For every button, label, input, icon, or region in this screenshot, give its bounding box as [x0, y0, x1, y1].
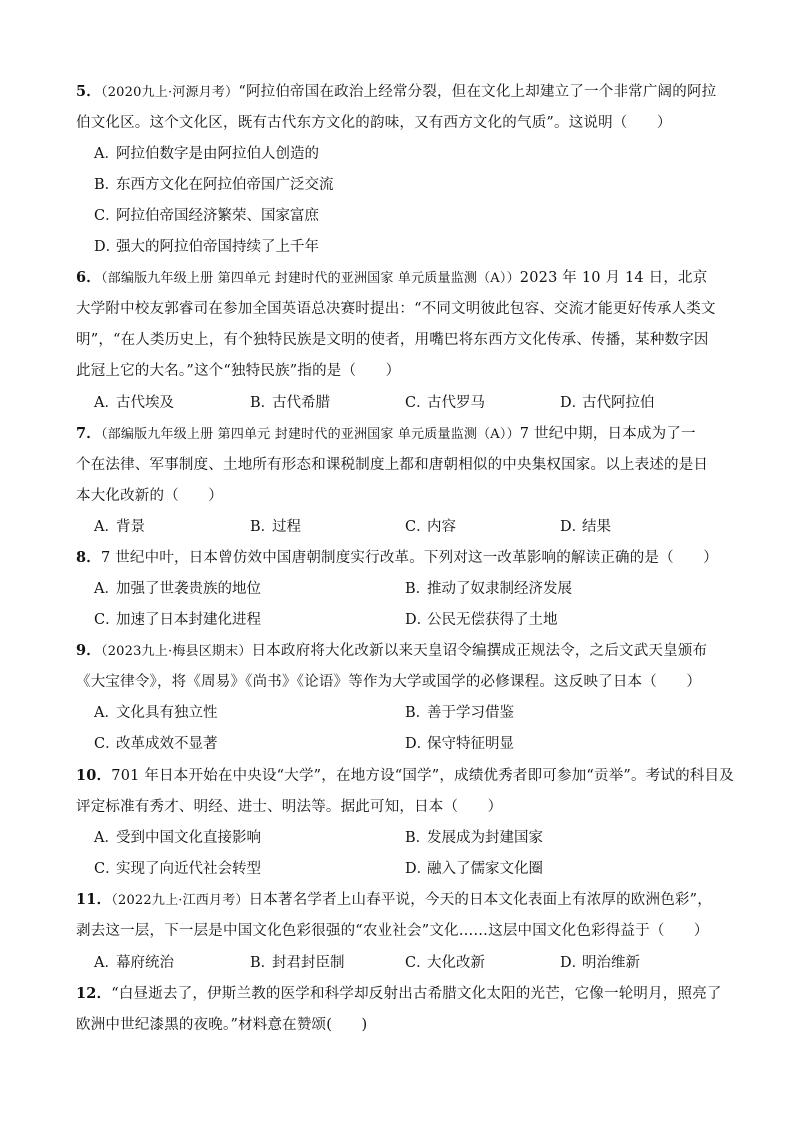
q9-option-d[interactable]: D．保守特征明显: [405, 736, 514, 752]
q9-option-a[interactable]: A．文化具有独立性: [94, 705, 218, 721]
q5-stem-2: 伯文化区。这个文化区，既有古代东方文化的韵味，又有西方文化的气质”。这说明（ ）: [76, 115, 672, 131]
q11-line-1: [76, 890, 726, 911]
q7-stem-3: 本大化改新的（ ）: [76, 488, 223, 504]
q6-option-b[interactable]: B．古代希腊: [250, 395, 330, 411]
q6-option-a[interactable]: A．古代埃及: [94, 395, 174, 411]
q9-option-c[interactable]: C．改革成效不显著: [94, 736, 218, 752]
q6-number: 6．: [76, 269, 101, 286]
q6-stem-1: 2023 年 10 月 14 日，北京: [519, 270, 708, 286]
q9-stem-2: 《大宝律令》，将《周易》《尚书》《论语》等作为大学或国学的必修课程。这反映了日本（ ）: [76, 674, 702, 690]
q10-stem-1: 701 年日本开始在中央设“大学”，在地方设“国学”，成绩优秀者即可参加“贡举”。考试的科目及: [111, 768, 734, 784]
q8-option-b[interactable]: B．推动了奴隶制经济发展: [405, 581, 572, 597]
q10-option-b[interactable]: B．发展成为封建国家: [405, 830, 543, 846]
q5-stem-1: “阿拉伯帝国在政治上经常分裂，但在文化上却建立了一个非常广阔的阿拉: [238, 84, 717, 100]
q7-line-1: [76, 424, 726, 445]
q8-option-a[interactable]: A．加强了世袭贵族的地位: [94, 581, 261, 597]
q6-option-c[interactable]: C．古代罗马: [405, 395, 485, 411]
q6-line-1: [76, 268, 726, 289]
q8-number: 8．: [76, 549, 101, 566]
q11-option-c[interactable]: C．大化改新: [405, 955, 485, 971]
q10-stem-2: 评定标准有秀才、明经、进士、明法等。据此可知，日本（ ）: [76, 799, 503, 815]
q7-stem-1: 7 世纪中期，日本成为了一: [519, 426, 696, 442]
q11-option-a[interactable]: A．幕府统治: [94, 955, 174, 971]
q5-number: 5．: [76, 83, 101, 100]
q11-stem-2: 剥去这一层，下一层是中国文化色彩很强的“农业社会”文化……这层中国文化色彩得益于（ ）: [76, 923, 709, 939]
q11-option-d[interactable]: D．明治维新: [560, 955, 640, 971]
q5-option-a[interactable]: A．阿拉伯数字是由阿拉伯人创造的: [94, 146, 319, 162]
q8-option-d[interactable]: D．公民无偿获得了土地: [405, 612, 558, 628]
q12-stem-2: 欧洲中世纪漆黑的夜晚。”材料意在赞颂( ): [76, 1017, 368, 1033]
q10-option-c[interactable]: C．实现了向近代社会转型: [94, 861, 261, 877]
q10-number: 10．: [76, 767, 112, 784]
q12-line-1: [76, 984, 726, 1004]
q11-option-b[interactable]: B．封君封臣制: [250, 955, 345, 971]
q8-stem-1: 7 世纪中叶，日本曾仿效中国唐朝制度实行改革。下列对这一改革影响的解读正确的是（ ）: [101, 550, 718, 566]
q11-number: 11．: [76, 891, 112, 908]
q11-source: （2022九上·江西月考）: [111, 893, 249, 908]
q5-source: （2020九上·河源月考）: [101, 85, 239, 100]
q9-source: （2023九上·梅县区期末）: [101, 644, 252, 659]
q6-stem-3: 明”，“在人类历史上，有个独特民族是文明的使者，用嘴巴将东西方文化传承、传播，某种数字因: [76, 332, 709, 348]
q7-option-b[interactable]: B．过程: [250, 519, 301, 535]
q7-option-c[interactable]: C．内容: [405, 519, 456, 535]
q10-line-1: [76, 766, 734, 786]
q10-option-a[interactable]: A．受到中国文化直接影响: [94, 830, 261, 846]
q9-option-b[interactable]: B．善于学习借鉴: [405, 705, 514, 721]
q12-number: 12．: [76, 985, 112, 1002]
q7-option-a[interactable]: A．背景: [94, 519, 145, 535]
q9-number: 9．: [76, 642, 101, 659]
q12-stem-1: “白昼逝去了，伊斯兰教的医学和科学却反射出古希腊文化太阳的光芒，它像一轮明月，照亮了: [111, 986, 722, 1002]
q5-option-c[interactable]: C．阿拉伯帝国经济繁荣、国家富庶: [94, 208, 319, 224]
q7-number: 7．: [76, 425, 101, 442]
q6-stem-2: 大学附中校友郭睿司在参加全国英语总决赛时提出：“不同文明彼此包容、交流才能更好传承人类文: [76, 301, 716, 317]
q6-source: （部编版九年级上册 第四单元 封建时代的亚洲国家 单元质量监测（A））: [101, 271, 520, 286]
q10-option-d[interactable]: D．融入了儒家文化圈: [405, 861, 543, 877]
q8-line-1: [76, 548, 726, 568]
q5-option-b[interactable]: B．东西方文化在阿拉伯帝国广泛交流: [94, 177, 334, 193]
q9-line-1: [76, 641, 726, 662]
q11-stem-1: 日本著名学者上山春平说，今天的日本文化表面上有浓厚的欧洲色彩”，: [248, 892, 712, 908]
q8-option-c[interactable]: C．加速了日本封建化进程: [94, 612, 261, 628]
q7-option-d[interactable]: D．结果: [560, 519, 611, 535]
q6-stem-4: 此冠上它的大名。”这个“独特民族”指的是（ ）: [76, 363, 401, 379]
q7-source: （部编版九年级上册 第四单元 封建时代的亚洲国家 单元质量监测（A））: [101, 427, 520, 442]
q9-stem-1: 日本政府将大化改新以来天皇诏令编撰成正规法令，之后文武天皇颁布: [251, 643, 708, 659]
q5-option-d[interactable]: D．强大的阿拉伯帝国持续了上千年: [94, 239, 319, 255]
q7-stem-2: 个在法律、军事制度、土地所有形态和课税制度上都和唐朝相似的中央集权国家。以上表述的是日: [76, 457, 709, 473]
q6-option-d[interactable]: D．古代阿拉伯: [560, 395, 655, 411]
q5-line-1: [76, 82, 726, 103]
